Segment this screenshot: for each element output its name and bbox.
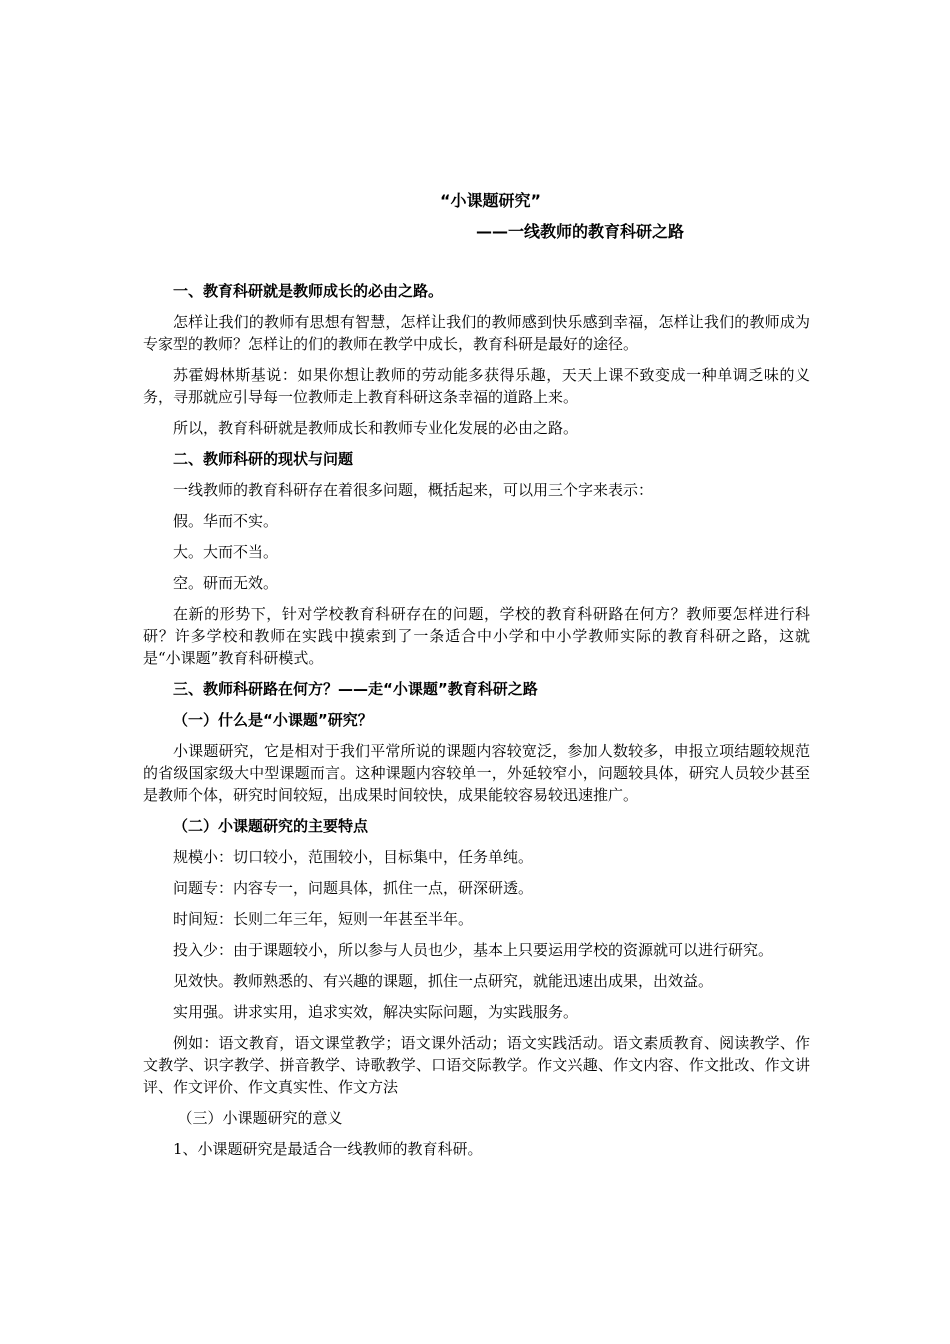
document-title: “小课题研究”	[440, 191, 542, 210]
paragraph: （三）小课题研究的意义	[177, 1109, 343, 1127]
section-heading: 一、教育科研就是教师成长的必由之路。	[173, 282, 444, 300]
paragraph: 在新的形势下，针对学校教育科研存在的问题，学校的教育科研路在何方？教师要怎样进行科研？许多学校和教师在实践中摸索到了一条适合中小学和中小学教师实际的教育科研之路，这就是“小课题”教育科研模式。	[143, 605, 810, 667]
section-heading: （二）小课题研究的主要特点	[173, 817, 369, 835]
paragraph: 实用强。讲求实用，追求实效，解决实际问题，为实践服务。	[173, 1003, 579, 1021]
paragraph: 问题专：内容专一，问题具体，抓住一点，研深研透。	[173, 879, 534, 897]
paragraph: 1、小课题研究是最适合一线教师的教育科研。	[173, 1140, 483, 1158]
paragraph: 小课题研究，它是相对于我们平常所说的课题内容较宽泛，参加人数较多，申报立项结题较规范的省级国家级大中型课题而言。这种课题内容较单一，外延较窄小，问题较具体，研究人员较少甚至是教师个体，研究时间较短，出成果时间较快，成果能较容易较迅速推广。	[143, 742, 810, 804]
paragraph: 规模小：切口较小，范围较小，目标集中，任务单纯。	[173, 848, 534, 866]
paragraph: 苏霍姆林斯基说：如果你想让教师的劳动能多获得乐趣，天天上课不致变成一种单调乏味的义务，寻那就应引导每一位教师走上教育科研这条幸福的道路上来。	[143, 366, 810, 406]
paragraph: 大。大而不当。	[173, 543, 279, 561]
paragraph: 假。华而不实。	[173, 512, 279, 530]
section-heading: 二、教师科研的现状与问题	[173, 450, 354, 468]
paragraph: 投入少：由于课题较小，所以参与人员也少，基本上只要运用学校的资源就可以进行研究。	[173, 941, 774, 959]
paragraph: 时间短：长则二年三年，短则一年甚至半年。	[173, 910, 474, 928]
paragraph: 例如：语文教育，语文课堂教学；语文课外活动；语文实践活动。语文素质教育、阅读教学、作文教学、识字教学、拼音教学、诗歌教学、口语交际教学。作文兴趣、作文内容、作文批改、作文讲评、作文评价、作文真实性、作文方法	[143, 1034, 810, 1096]
paragraph: 空。研而无效。	[173, 574, 279, 592]
section-heading: （一）什么是“小课题”研究？	[173, 711, 373, 729]
document-subtitle: ——一线教师的教育科研之路	[476, 222, 685, 241]
paragraph: 怎样让我们的教师有思想有智慧，怎样让我们的教师感到快乐感到幸福，怎样让我们的教师成为专家型的教师？怎样让的们的教师在教学中成长，教育科研是最好的途径。	[143, 313, 810, 353]
section-heading: 三、教师科研路在何方？——走“小课题”教育科研之路	[173, 680, 538, 698]
document-body	[143, 280, 810, 1169]
paragraph: 见效快。教师熟悉的、有兴趣的课题，抓住一点研究，就能迅速出成果，出效益。	[173, 972, 714, 990]
paragraph: 所以，教育科研就是教师成长和教师专业化发展的必由之路。	[173, 419, 579, 437]
paragraph: 一线教师的教育科研存在着很多问题，概括起来，可以用三个字来表示：	[173, 481, 654, 499]
